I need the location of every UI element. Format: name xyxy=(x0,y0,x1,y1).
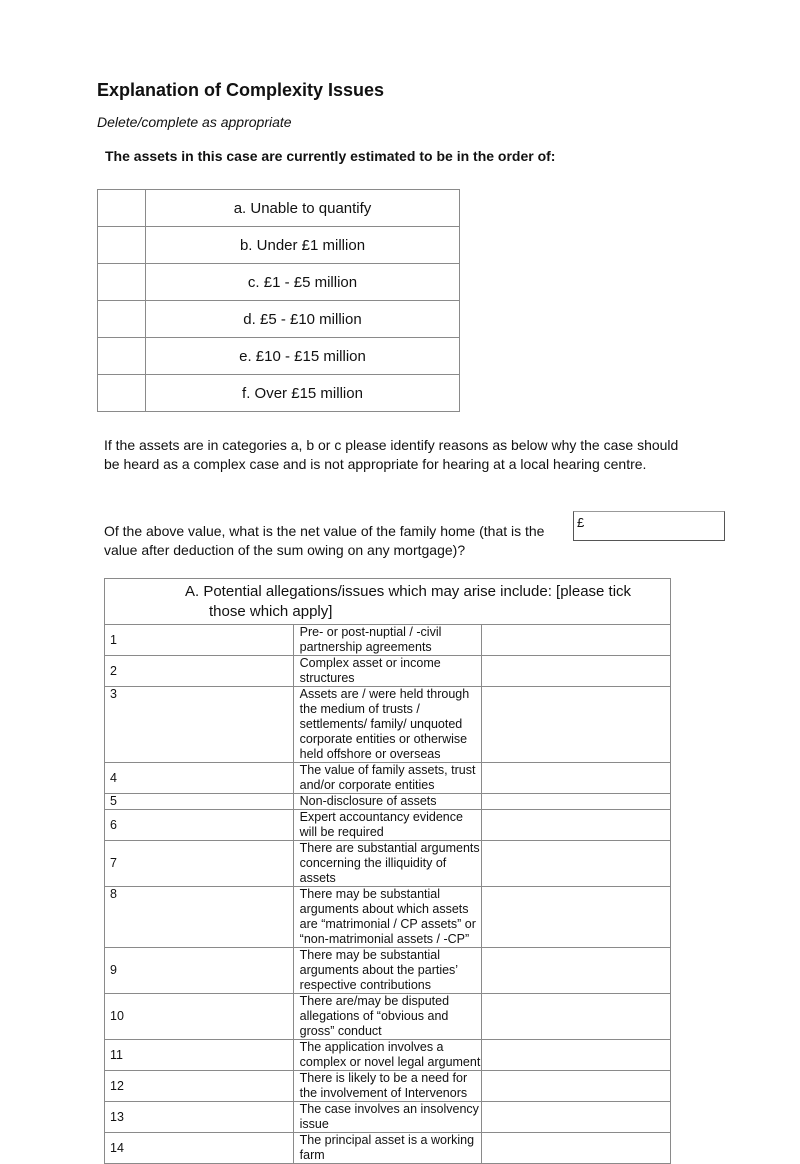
issue-tick-cell[interactable] xyxy=(482,1133,671,1164)
issue-number: 9 xyxy=(105,948,294,994)
issue-row xyxy=(105,887,671,948)
issue-number: 12 xyxy=(105,1071,294,1102)
issue-text: There are substantial arguments concerning the illiquidity of assets xyxy=(293,841,482,887)
assets-intro: The assets in this case are currently estimated to be in the order of: xyxy=(105,148,556,164)
issues-heading-row xyxy=(105,579,671,625)
issue-row xyxy=(105,994,671,1040)
assets-table xyxy=(97,189,460,412)
issue-number: 2 xyxy=(105,656,294,687)
assets-table-body xyxy=(98,190,460,412)
categories-note: If the assets are in categories a, b or c please identify reasons as below why the case should be heard as a complex case and is not appropriate for hearing at a local hearing centre. xyxy=(104,437,679,472)
asset-option-label: b. Under £1 million xyxy=(146,227,460,264)
issue-tick-cell[interactable] xyxy=(482,687,671,763)
family-home-value-field[interactable] xyxy=(573,511,725,541)
asset-option-tick-cell[interactable] xyxy=(98,227,146,264)
asset-option-row xyxy=(98,190,460,227)
issue-row xyxy=(105,841,671,887)
issues-heading-line2: those which apply] xyxy=(209,603,333,620)
page-title: Explanation of Complexity Issues xyxy=(97,80,385,100)
issue-number: 5 xyxy=(105,794,294,810)
issue-number: 8 xyxy=(105,887,294,948)
issue-number: 7 xyxy=(105,841,294,887)
issue-row xyxy=(105,1102,671,1133)
issue-row xyxy=(105,1040,671,1071)
issue-row xyxy=(105,1133,671,1164)
issue-text: The principal asset is a working farm xyxy=(293,1133,482,1164)
issue-tick-cell[interactable] xyxy=(482,1040,671,1071)
issue-tick-cell[interactable] xyxy=(482,810,671,841)
currency-symbol: £ xyxy=(577,515,585,530)
issue-tick-cell[interactable] xyxy=(482,656,671,687)
asset-option-tick-cell[interactable] xyxy=(98,190,146,227)
issue-text: Expert accountancy evidence will be required xyxy=(293,810,482,841)
issue-text: There may be substantial arguments about the parties’ respective contributions xyxy=(293,948,482,994)
issue-tick-cell[interactable] xyxy=(482,1071,671,1102)
asset-option-row xyxy=(98,227,460,264)
issue-row xyxy=(105,948,671,994)
issue-row xyxy=(105,763,671,794)
asset-option-label: d. £5 - £10 million xyxy=(146,301,460,338)
issue-text: Assets are / were held through the medium of trusts / settlements/ family/ unquoted corporate entities or otherwise held offshore or overseas xyxy=(293,687,482,763)
issue-number: 4 xyxy=(105,763,294,794)
issue-text: Pre- or post-nuptial / -civil partnership agreements xyxy=(293,625,482,656)
issue-text: There may be substantial arguments about which assets are “matrimonial / CP assets” or “non-matrimonial assets / -CP” xyxy=(293,887,482,948)
issue-row xyxy=(105,1071,671,1102)
issue-text: The case involves an insolvency issue xyxy=(293,1102,482,1133)
asset-option-row xyxy=(98,375,460,412)
issue-text: The application involves a complex or novel legal argument xyxy=(293,1040,482,1071)
issue-tick-cell[interactable] xyxy=(482,994,671,1040)
issue-row xyxy=(105,794,671,810)
issues-table-body xyxy=(105,579,671,1164)
family-home-question: Of the above value, what is the net value of the family home (that is the value after deduction of the sum owing on any mortgage)? xyxy=(104,523,545,558)
issue-row xyxy=(105,810,671,841)
issues-heading-line1: A. Potential allegations/issues which may arise include: [please tick xyxy=(185,583,632,600)
issues-table xyxy=(104,578,671,1164)
issue-number: 14 xyxy=(105,1133,294,1164)
page-subtitle: Delete/complete as appropriate xyxy=(97,114,292,130)
issue-row xyxy=(105,625,671,656)
asset-option-label: a. Unable to quantify xyxy=(146,190,460,227)
issue-number: 1 xyxy=(105,625,294,656)
asset-option-tick-cell[interactable] xyxy=(98,301,146,338)
issue-number: 11 xyxy=(105,1040,294,1071)
asset-option-row xyxy=(98,338,460,375)
issue-number: 3 xyxy=(105,687,294,763)
asset-option-label: f. Over £15 million xyxy=(146,375,460,412)
issue-text: There are/may be disputed allegations of “obvious and gross” conduct xyxy=(293,994,482,1040)
asset-option-label: c. £1 - £5 million xyxy=(146,264,460,301)
issues-heading xyxy=(105,579,671,625)
issue-tick-cell[interactable] xyxy=(482,841,671,887)
asset-option-tick-cell[interactable] xyxy=(98,264,146,301)
issue-number: 6 xyxy=(105,810,294,841)
issue-text: Complex asset or income structures xyxy=(293,656,482,687)
issue-row xyxy=(105,687,671,763)
issue-number: 10 xyxy=(105,994,294,1040)
asset-option-tick-cell[interactable] xyxy=(98,375,146,412)
issue-text: There is likely to be a need for the involvement of Intervenors xyxy=(293,1071,482,1102)
issue-row xyxy=(105,656,671,687)
issue-tick-cell[interactable] xyxy=(482,948,671,994)
issue-text: Non-disclosure of assets xyxy=(293,794,482,810)
issue-tick-cell[interactable] xyxy=(482,1102,671,1133)
issue-text: The value of family assets, trust and/or corporate entities xyxy=(293,763,482,794)
issue-tick-cell[interactable] xyxy=(482,763,671,794)
issue-tick-cell[interactable] xyxy=(482,887,671,948)
asset-option-row xyxy=(98,301,460,338)
issue-tick-cell[interactable] xyxy=(482,625,671,656)
asset-option-tick-cell[interactable] xyxy=(98,338,146,375)
issue-number: 13 xyxy=(105,1102,294,1133)
family-home-value-input[interactable] xyxy=(590,515,710,530)
issue-tick-cell[interactable] xyxy=(482,794,671,810)
asset-option-label: e. £10 - £15 million xyxy=(146,338,460,375)
asset-option-row xyxy=(98,264,460,301)
